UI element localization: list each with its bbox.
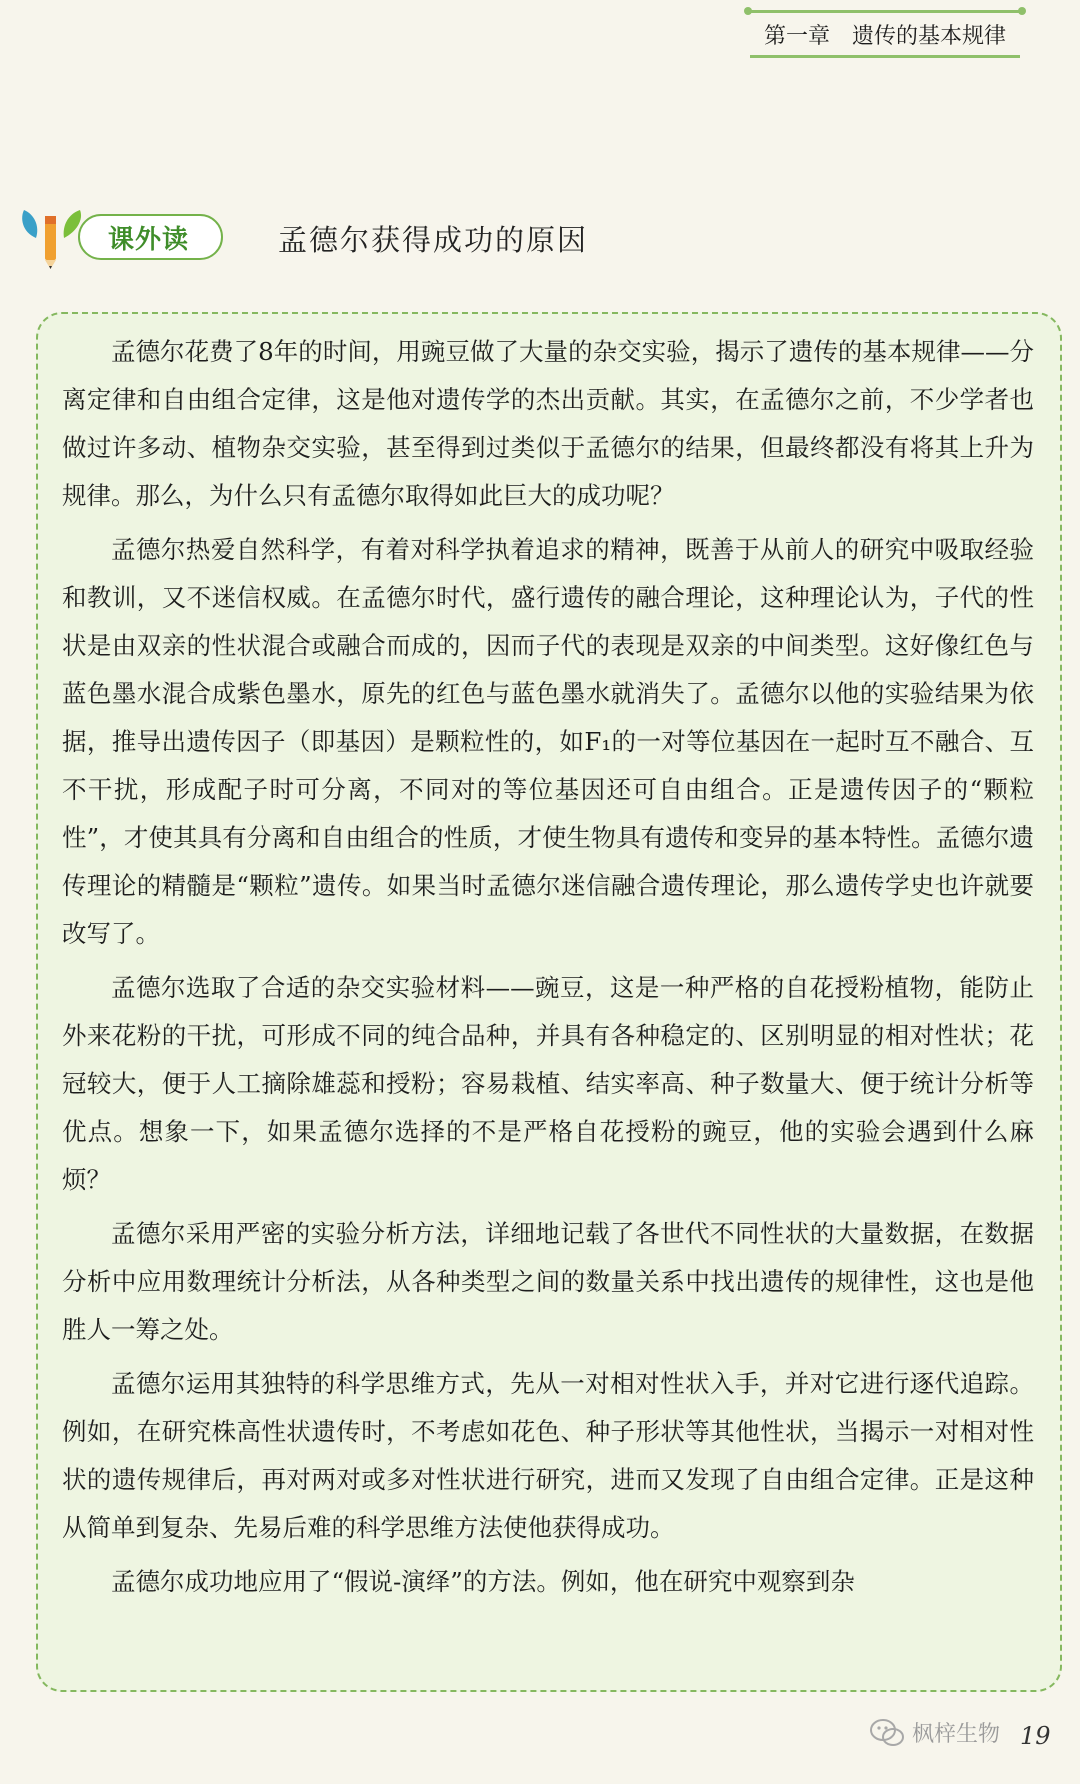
chapter-header xyxy=(750,10,1020,58)
paragraph: 孟德尔采用严密的实验分析方法，详细地记载了各世代不同性状的大量数据，在数据分析中应用数理统计分析法，从各种类型之间的数量关系中找出遗传的规律性，这也是他胜人一筹之处。 xyxy=(62,1219,1034,1344)
reading-text xyxy=(62,328,1034,1612)
reading-box xyxy=(36,312,1062,1692)
header-dot-right xyxy=(1018,7,1026,15)
chapter-title: 遗传的基本规律 xyxy=(852,23,1007,49)
watermark-text: 枫梓生物 xyxy=(912,1722,1001,1747)
extra-reading-badge xyxy=(18,210,208,266)
paragraph: 孟德尔花费了8年的时间，用豌豆做了大量的杂交实验，揭示了遗传的基本规律——分离定律和自由组合定律，这是他对遗传学的杰出贡献。其实，在孟德尔之前，不少学者也做过许多动、植物杂交实验，甚至得到过类似于孟德尔的结果，但最终都没有将其上升为规律。那么，为什么只有孟德尔取得如此巨大的成功呢？ xyxy=(62,337,1034,510)
chapter-label: 第一章 xyxy=(763,23,830,49)
paragraph: 孟德尔运用其独特的科学思维方式，先从一对相对性状入手，并对它进行逐代追踪。例如，在研究株高性状遗传时，不考虑如花色、种子形状等其他性状，当揭示一对相对性状的遗传规律后，再对两对或多对性状进行研究，进而又发现了自由组合定律。正是这种从简单到复杂、先易后难的科学思维方法使他获得成功。 xyxy=(62,1369,1034,1542)
wechat-icon xyxy=(870,1719,904,1747)
paragraph: 孟德尔热爱自然科学，有着对科学执着追求的精神，既善于从前人的研究中吸取经验和教训，又不迷信权威。在孟德尔时代，盛行遗传的融合理论，这种理论认为，子代的性状是由双亲的性状混合或融合而成的，因而子代的表现是双亲的中间类型。这好像红色与蓝色墨水混合成紫色墨水，原先的红色与蓝色墨水就消失了。孟德尔以他的实验结果为依据，推导出遗传因子（即基因）是颗粒性的，如F₁的一对等位基因在一起时互不融合、互不干扰，形成配子时可分离，不同对的等位基因还可自由组合。正是遗传因子的“颗粒性”，才使其具有分离和自由组合的性质，才使生物具有遗传和变异的基本特性。孟德尔遗传理论的精髓是“颗粒”遗传。如果当时孟德尔迷信融合遗传理论，那么遗传学史也许就要改写了。 xyxy=(62,535,1034,948)
watermark xyxy=(870,1717,1000,1748)
paragraph: 孟德尔选取了合适的杂交实验材料——豌豆，这是一种严格的自花授粉植物，能防止外来花粉的干扰，可形成不同的纯合品种，并具有各种稳定的、区别明显的相对性状；花冠较大，便于人工摘除雄蕊和授粉；容易栽植、结实率高、种子数量大、便于统计分析等优点。想象一下，如果孟德尔选择的不是严格自花授粉的豌豆，他的实验会遇到什么麻烦？ xyxy=(62,973,1034,1194)
badge-label: 课外读 xyxy=(78,214,223,260)
header-dot-left xyxy=(744,7,752,15)
page-title: 孟德尔获得成功的原因 xyxy=(278,223,589,257)
page-number: 19 xyxy=(1020,1722,1051,1750)
paragraph: 孟德尔成功地应用了“假说-演绎”的方法。例如，他在研究中观察到杂 xyxy=(111,1567,855,1596)
